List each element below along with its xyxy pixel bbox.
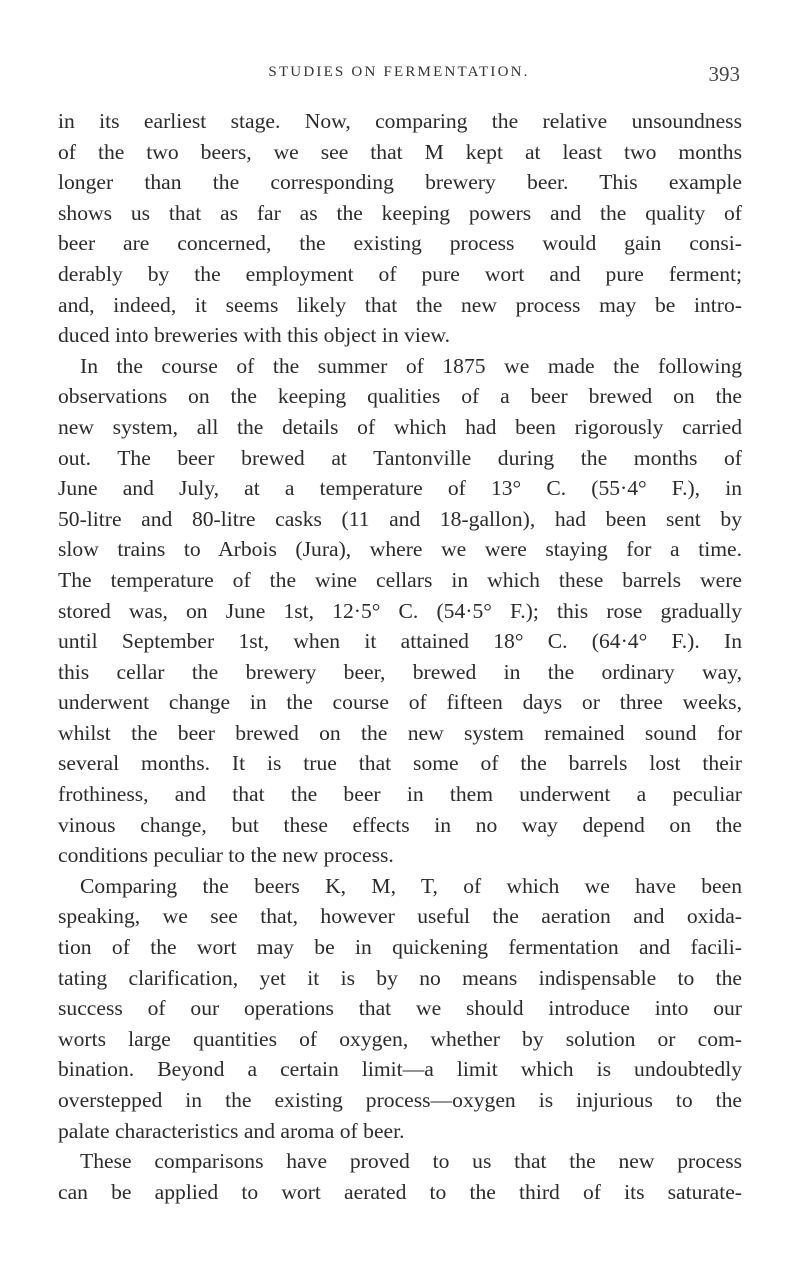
running-head (58, 62, 740, 92)
text-line: derably by the employment of pure wort and pure ferment; (58, 261, 742, 286)
text-line: this cellar the brewery beer, brewed in the ordinary way, (58, 659, 742, 684)
text-line: palate characteristics and aroma of beer. (58, 1118, 405, 1143)
text-line: bination. Beyond a certain limit—a limit which is undoubtedly (58, 1057, 742, 1082)
text-line: new system, all the details of which had been rigorously carried (58, 414, 742, 439)
text-line: stored was, on June 1st, 12·5° C. (54·5° F.); this rose gradually (58, 598, 742, 623)
text-line: In the course of the summer of 1875 we made the following (80, 353, 742, 378)
text-line: These comparisons have proved to us that the new process (80, 1149, 742, 1174)
text-line: tion of the wort may be in quickening fermentation and facili- (58, 935, 742, 960)
text-line: and, indeed, it seems likely that the new process may be intro- (58, 292, 742, 317)
text-line: whilst the beer brewed on the new system remained sound for (58, 720, 742, 745)
text-line: frothiness, and that the beer in them underwent a peculiar (58, 782, 742, 807)
text-line: duced into breweries with this object in view. (58, 323, 450, 348)
text-line: in its earliest stage. Now, comparing the relative unsoundness (58, 109, 742, 133)
running-title: STUDIES ON FERMENTATION. (268, 64, 530, 80)
text-line: 50-litre and 80-litre casks (11 and 18-gallon), had been sent by (58, 506, 742, 531)
text-line: shows us that as far as the keeping powers and the quality of (58, 200, 742, 225)
text-line: conditions peculiar to the new process. (58, 843, 394, 868)
text-line: until September 1st, when it attained 18° C. (64·4° F.). In (58, 629, 742, 654)
text-line: vinous change, but these effects in no way depend on the (58, 812, 742, 837)
text-line: observations on the keeping qualities of a beer brewed on the (58, 384, 742, 409)
text-line: can be applied to wort aerated to the third of its saturate- (58, 1179, 742, 1204)
text-line: longer than the corresponding brewery beer. This example (58, 170, 742, 195)
text-line: of the two beers, we see that M kept at least two months (58, 139, 742, 164)
text-line: overstepped in the existing process—oxygen is injurious to the (58, 1088, 742, 1112)
text-line: The temperature of the wine cellars in which these barrels were (58, 567, 742, 592)
body-text (58, 106, 742, 1207)
text-line: out. The beer brewed at Tantonville during the months of (58, 445, 742, 470)
text-line: several months. It is true that some of the barrels lost their (58, 751, 742, 776)
text-line: worts large quantities of oxygen, whether by solution or com- (58, 1026, 742, 1051)
text-line: Comparing the beers K, M, T, of which we have been (80, 873, 742, 898)
text-line: tating clarification, yet it is by no means indispensable to the (58, 965, 742, 990)
text-line: underwent change in the course of fifteen days or three weeks, (58, 690, 742, 715)
text-line: slow trains to Arbois (Jura), where we were staying for a time. (58, 537, 742, 562)
page-number: 393 (708, 62, 740, 86)
text-line: beer are concerned, the existing process would gain consi- (58, 231, 742, 256)
text-line: June and July, at a temperature of 13° C. (55·4° F.), in (58, 476, 742, 501)
text-line: speaking, we see that, however useful the aeration and oxida- (58, 904, 742, 929)
text-line: success of our operations that we should introduce into our (58, 996, 742, 1021)
